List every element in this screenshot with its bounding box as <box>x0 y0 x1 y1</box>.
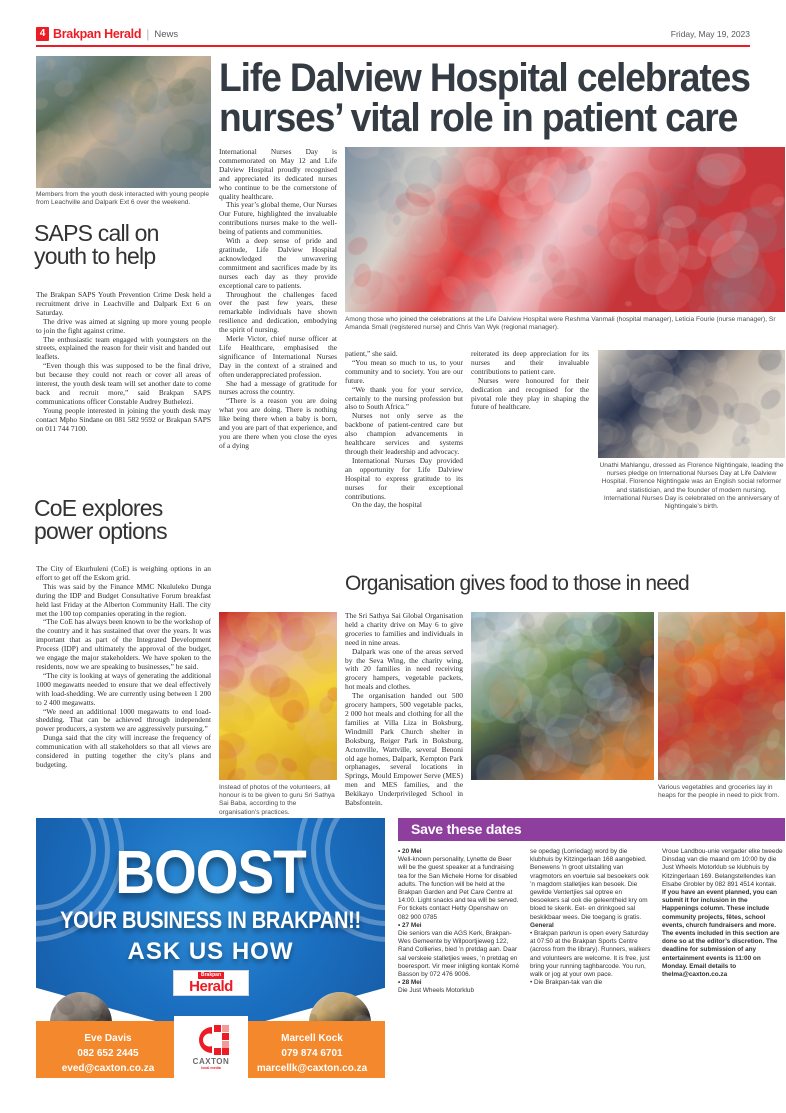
paragraph: “There is a reason you are doing what you are doing. There is nothing like being there when a baby is born, and you are part of that experience, and you are there when you close the eyes of a dying <box>219 396 337 450</box>
dates-entry-text: Well-known personality, Lynette de Beer will be the guest speaker at a fundraising tea for the San Michele Home for disabled adults. The function will be held at the Brakpan Garden and Pet Care Centre at 14:00. Light snacks and tea will be served. For tickets contact Hetty Openshaw on 082 900 0785 <box>398 856 519 921</box>
article-body-nurses-col2 <box>345 350 463 510</box>
paragraph: patient,” she said. <box>345 349 398 358</box>
dates-column-3 <box>662 848 783 996</box>
caption-nurses-group: Among those who joined the celebrations at the Life Dalview Hospital were Reshma Vanmali (hospital manager), Leticia Fourie (nurse manager), Sr Amanda Small (registered nurse) and Chris Van Wyk (regional manager). <box>345 316 776 332</box>
dates-entry-label: • 20 Mei <box>398 848 422 855</box>
paragraph: “The CoE has always been known to be the workshop of the country and it has sustained that over the years. It was important that as part of the Integrated Development Process (IDP) and ultimately the approval of the budget, we engage the major stakeholders. We have spoken to the residents, now we are speaking to businesses,” he said. <box>36 617 211 671</box>
photo-groceries-heap-canvas <box>658 612 785 780</box>
paragraph: The drive was aimed at signing up more young people to join the fight against crime. <box>36 316 211 335</box>
dates-column-2 <box>530 848 651 996</box>
page-number-badge: 4 <box>36 27 49 41</box>
headline-saps: SAPS call on youth to help <box>34 220 159 270</box>
contact-email[interactable]: marcellk@caxton.co.za <box>256 1063 368 1074</box>
article-body-food <box>345 612 463 808</box>
paragraph: “We thank you for your service, certainly to the nursing profession but also to South Africa.” <box>345 384 463 412</box>
paragraph: Dalpark was one of the areas served by the Seva Wing, the charity wing, with 20 families in need receiving grocery hampers, vegetable packets, hot meals and clothes. <box>345 646 463 692</box>
dates-entry-text: se opedag (Lorriedag) word by die klubhuis by Kitzingerlaan 168 aangebied. Benewens ’n groot uitstalling van vragmotors en voertuie sal besoekers ook ’n magdom stalletjies kan besoek. Die gewilde Ventertjies sal optree en besoekers sal ook die geleentheid kry om bloed te skenk. Eet- en drinkgoed sal beskikbaar wees. Die toegang is gratis. <box>530 848 649 921</box>
paragraph: The enthusiastic team engaged with youngsters on the streets, explained the reason for their visit and handed out leaflets. <box>36 334 211 362</box>
dates-entry-label: If you have an event planned, you can submit it for inclusion in the Happenings column. These include community projects, fêtes, school events, church fundraisers and more. The events included in this section are done so at the editor’s discretion. The deadline for submission of any entertainment events is 11:00 on Monday. Email details to thelma@caxton.co.za <box>662 889 780 979</box>
photo-unathi-mahlangu <box>598 350 785 458</box>
paragraph: Nurses were honoured for their dedication and recognised for the pivotal role they play in shaping the future of healthcare. <box>471 375 589 412</box>
paragraph: International Nurses Day provided an opportunity for Life Dalview Hospital to express gratitude to its nurses for their exceptional contributions. <box>345 455 463 501</box>
paragraph: Young people interested in joining the youth desk may contact Mpho Sindane on 081 582 9592 or Brakpan SAPS on 011 744 7100. <box>36 405 211 433</box>
contact-email[interactable]: eved@caxton.co.za <box>61 1063 155 1074</box>
caption-sathya-sai-baba: Instead of photos of the volunteers, all honour is to be given to guru Sri Sathya Sai Baba, according to the organisation’s practices. <box>219 784 335 816</box>
caxton-logo <box>174 1016 248 1078</box>
save-these-dates-panel <box>398 818 785 1078</box>
masthead-rule <box>36 45 750 47</box>
paragraph: This was said by the Finance MMC Nkululeko Dunga during the IDP and Budget Consultative Forum breakfast held last Friday at the Alberton Community Hall. The city met the 100 top companies operating in the region. <box>36 581 211 618</box>
photo-groceries-heap <box>658 612 785 780</box>
photo-food-distribution <box>471 612 654 780</box>
article-body-coe <box>36 565 211 770</box>
headline-nurses: Life Dalview Hospital celebrates nurses’ vital role in patient care <box>219 56 750 140</box>
article-body-nurses-col1 <box>219 148 337 451</box>
paragraph: International Nurses Day is commemorated on May 12 and Life Dalview Hospital proudly recognised and appreciated its dedicated nurses who continue to be the cornerstone of quality healthcare. <box>219 147 337 201</box>
paragraph: This year’s global theme, Our Nurses Our Future, highlighted the invaluable contributions nurses make to the well-being of patients and communities. <box>219 200 337 237</box>
contact-phone: 079 874 6701 <box>281 1048 343 1059</box>
paragraph: The Brakpan SAPS Youth Prevention Crime Desk held a recruitment drive in Leachville and Dalpark Ext 6 on Saturday. <box>36 290 211 317</box>
paragraph: She had a message of gratitude for nurses across the country. <box>219 378 337 397</box>
photo-nurses-group <box>345 147 785 312</box>
article-body-nurses-col3 <box>471 350 589 412</box>
contact-marcell-kock <box>243 1031 381 1076</box>
masthead-separator: | <box>146 27 150 41</box>
dates-entry-text: • Brakpan parkrun is open every Saturday at 07:50 at the Brakpan Sports Centre (across from the library). Runners, walkers and volunteers are welcome. It is free, just bring your running taghbarcode. You run, walk or jog at your own pace. <box>530 930 651 979</box>
issue-date: Friday, May 19, 2023 <box>670 29 750 39</box>
photo-youth-desk <box>36 56 211 188</box>
dates-column-1 <box>398 848 519 996</box>
headline-food-donation: Organisation gives food to those in need <box>345 572 689 595</box>
caxton-mark-icon <box>192 1024 230 1056</box>
ad-ask-us-how: ASK US HOW <box>127 938 294 965</box>
dates-entry-label: General <box>530 921 554 929</box>
photo-youth-desk-canvas <box>36 56 211 188</box>
logo-main-text: Herald <box>189 978 233 995</box>
paragraph: The City of Ekurhuleni (CoE) is weighing options in an effort to get off the Eskom grid. <box>36 564 211 582</box>
publication-title: Brakpan Herald <box>53 27 142 41</box>
masthead <box>36 26 750 48</box>
save-these-dates-columns <box>398 841 785 996</box>
caption-unathi-mahlangu: Unathi Mahlangu, dressed as Florence Nightingale, leading the nurses pledge on International Nurses Day at Life Dalview Hospital. Florence Nightingale was an English social reformer and statistician, and the founder of modern nursing. International Nurses Day is celebrated on the anniversary of Nightingale’s birth. <box>599 462 784 511</box>
save-these-dates-header <box>398 818 785 841</box>
photo-unathi-mahlangu-canvas <box>598 350 785 458</box>
logo-top-text: Brakpan <box>198 972 224 979</box>
caption-youth-desk: Members from the youth desk interacted with young people from Leachville and Dalpark Ext 6 over the weekend. <box>36 191 209 207</box>
headline-coe: CoE explores power options <box>34 495 167 545</box>
photo-nurses-group-canvas <box>345 147 785 312</box>
paragraph: “You mean so much to us, to your community and to society. You are our future. <box>345 357 463 385</box>
paragraph: Dunga said that the city will increase the frequency of communication with all stakeholders so that all views are considered in putting together the city’s plans and budgeting. <box>36 733 211 769</box>
contact-name: Marcell Kock <box>281 1033 343 1044</box>
paragraph: “We need an additional 1000 megawatts to end load-shedding. That can be achieved through independent power producers, a system we are aggressively pursuing.” <box>36 706 211 734</box>
photo-food-distribution-canvas <box>471 612 654 780</box>
caxton-wordmark: CAXTON <box>192 1057 230 1066</box>
dates-entry-text: Vroue Landbou-unie vergader elke tweede Dinsdag van die maand om 10:00 by die Just Wheels Motorklub se klubhuis by Kitzingerlaan 169. Belangstellendes kan Elsabe Grobler by 082 891 4514 kontak. <box>662 848 783 888</box>
paragraph: On the day, the hospital <box>352 500 422 510</box>
dates-entry-text: Die seniors van die AGS Kerk, Brakpan-Wes Gemeente by Wilpoortjieweg 122, Rand Collieries, bied ’n pretdag aan. Daar sal verskeie stalletjies wees, ’n pretdag en boeresport. Vir meer inligting kontak Korné Basson by 072 476 9006. <box>398 930 520 979</box>
section-label: News <box>154 28 179 40</box>
article-body-saps <box>36 291 211 434</box>
paragraph: Nurses not only serve as the backbone of patient-centred care but also champion advancements in healthcare services and systems through their leadership and advocacy. <box>345 411 463 456</box>
paragraph: With a deep sense of pride and gratitude, Life Dalview Hospital acknowledged the unwavering commitment and sacrifices made by its nurses each day as they provide exceptional care to patients. <box>219 236 337 290</box>
dates-entry-text: • Die Brakpan-tak van die <box>530 979 603 987</box>
paragraph: The Sri Sathya Sai Global Organisation held a charity drive on May 6 to give groceries to families and individuals in need in nine areas. <box>345 611 463 647</box>
paragraph: reiterated its deep appreciation for its nurses and their invaluable contributions to patient care. <box>471 349 589 376</box>
contact-phone: 082 652 2445 <box>77 1048 139 1059</box>
dates-entry-label: • 28 Mei <box>398 979 422 987</box>
dates-entry-text: Die Just Wheels Motorklub <box>398 987 475 995</box>
caxton-tagline: local media <box>201 1066 221 1070</box>
ad-boost-headline: BOOST <box>115 837 306 907</box>
caption-groceries-heap: Various vegetables and groceries lay in heaps for the people in need to pick from. <box>658 784 780 800</box>
save-these-dates-title: Save these dates <box>411 821 522 837</box>
photo-sathya-sai-baba <box>219 612 337 780</box>
contact-eve-davis <box>42 1031 174 1076</box>
photo-sathya-sai-baba-canvas <box>219 612 337 780</box>
paragraph: “The city is looking at ways of generating the additional 1000 megawatts needed to ensure that we deal effectively with load-shedding. We are currently using between 1 200 to 2 400 megawatts. <box>36 670 211 707</box>
paragraph: “Even though this was supposed to be the final drive, but because they could not reach or cover all areas of interest, the youth desk team will set another date to come back and recruit more,” said Brakpan SAPS communications officer Constable Audrey Buthelezi. <box>36 361 211 406</box>
paragraph: Merle Victor, chief nurse officer at Life Healthcare, emphasised the significance of International Nurses Day in the context of a strained and often underappreciated profession. <box>219 334 337 379</box>
dates-entry-label: • 27 Mei <box>398 921 422 929</box>
paragraph: The organisation handed out 500 grocery hampers, 500 vegetable packs, 2 000 hot meals and clothing for all the families at Villa Liza in Boksburg, Windmill Park Church shelter in Boksburg, Reiger Park in Boksburg, Actonville, Wattville, several Benoni old age homes, Dalpark, Kempton Park orphanages, several locations in Springs, Mould Empower Serve (MES) men and MES families, and the Bekikayo Underprivileged School in Babsfontein. <box>345 691 463 808</box>
ad-subline: YOUR BUSINESS IN BRAKPAN!! <box>60 908 361 934</box>
contact-name: Eve Davis <box>84 1033 132 1044</box>
advertisement-boost[interactable] <box>36 818 385 1078</box>
paragraph: Throughout the challenges faced over the past few years, these remarkable individuals have shown resilience and dedication, embodying the spirit of nursing. <box>219 289 337 335</box>
brakpan-herald-logo <box>173 970 249 996</box>
